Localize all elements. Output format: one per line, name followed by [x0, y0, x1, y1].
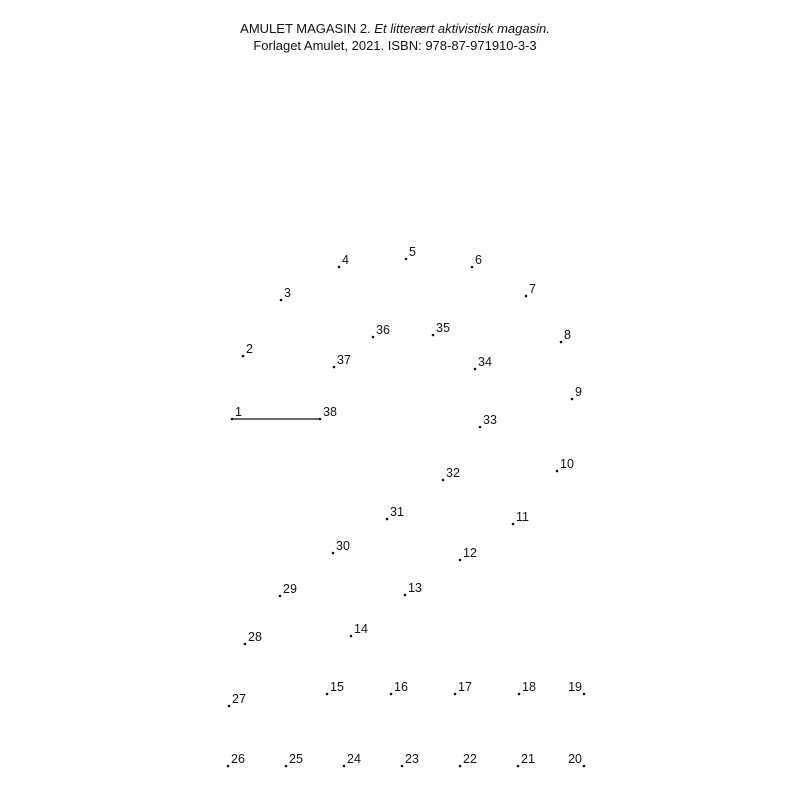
dot-36: [372, 336, 375, 339]
dot-label-21: 21: [521, 752, 535, 766]
dot-label-35: 35: [436, 321, 450, 335]
dot-4: [338, 266, 341, 269]
dot-label-38: 38: [323, 405, 337, 419]
dot-27: [228, 705, 231, 708]
dot-5: [405, 258, 408, 261]
dot-24: [343, 765, 346, 768]
dot-label-34: 34: [478, 355, 492, 369]
dot-28: [244, 643, 247, 646]
dot-23: [401, 765, 404, 768]
dot-label-3: 3: [284, 286, 291, 300]
dot-label-27: 27: [232, 692, 246, 706]
dot-6: [471, 266, 474, 269]
publisher-line: Forlaget Amulet, 2021. ISBN: 978-87-971910-3-3: [253, 38, 537, 53]
dot-label-6: 6: [475, 253, 482, 267]
dot-label-8: 8: [564, 328, 571, 342]
dot-label-7: 7: [529, 282, 536, 296]
dot-1: [231, 418, 234, 421]
dot-32: [442, 479, 445, 482]
dot-label-33: 33: [483, 413, 497, 427]
dot-16: [390, 693, 393, 696]
dot-label-10: 10: [560, 457, 574, 471]
dot-label-5: 5: [409, 245, 416, 259]
dot-10: [556, 470, 559, 473]
dot-3: [280, 299, 283, 302]
dot-label-16: 16: [394, 680, 408, 694]
dot-25: [285, 765, 288, 768]
dot-label-14: 14: [354, 622, 368, 636]
dot-13: [404, 594, 407, 597]
dot-2: [242, 355, 245, 358]
dot-label-13: 13: [408, 581, 422, 595]
dot-17: [454, 693, 457, 696]
dot-26: [227, 765, 230, 768]
dot-14: [350, 635, 353, 638]
dot-30: [332, 552, 335, 555]
dot-label-22: 22: [463, 752, 477, 766]
dot-9: [571, 398, 574, 401]
dot-label-9: 9: [575, 385, 582, 399]
dot-19: [583, 693, 586, 696]
dot-label-32: 32: [446, 466, 460, 480]
dot-35: [432, 334, 435, 337]
dot-29: [279, 595, 282, 598]
dot-label-31: 31: [390, 505, 404, 519]
dot-37: [333, 366, 336, 369]
dot-38: [319, 418, 322, 421]
dot-22: [459, 765, 462, 768]
dot-label-12: 12: [463, 546, 477, 560]
dot-label-26: 26: [231, 752, 245, 766]
dot-label-23: 23: [405, 752, 419, 766]
dot-15: [326, 693, 329, 696]
dot-label-28: 28: [248, 630, 262, 644]
dot-label-37: 37: [337, 353, 351, 367]
dot-21: [517, 765, 520, 768]
dot-label-17: 17: [458, 680, 472, 694]
dot-label-11: 11: [516, 510, 529, 524]
dot-12: [459, 559, 462, 562]
dot-label-4: 4: [342, 253, 349, 267]
dot-18: [518, 693, 521, 696]
dot-label-2: 2: [246, 342, 253, 356]
dot-label-20: 20: [568, 752, 582, 766]
dot-33: [479, 426, 482, 429]
dot-label-1: 1: [235, 405, 242, 419]
dot-11: [512, 523, 515, 526]
dot-group: [227, 245, 586, 767]
dot-label-18: 18: [522, 680, 536, 694]
dot-8: [560, 341, 563, 344]
magazine-subtitle: Et litterært aktivistisk magasin.: [374, 21, 550, 36]
dot-label-25: 25: [289, 752, 303, 766]
dot-20: [583, 765, 586, 768]
dot-label-30: 30: [336, 539, 350, 553]
dot-label-19: 19: [568, 680, 582, 694]
dot-label-36: 36: [376, 323, 390, 337]
dot-label-29: 29: [283, 582, 297, 596]
dot-label-24: 24: [347, 752, 361, 766]
dot-label-15: 15: [330, 680, 344, 694]
dot-7: [525, 295, 528, 298]
dot-31: [386, 518, 389, 521]
magazine-title: AMULET MAGASIN 2.: [240, 21, 371, 36]
dot-34: [474, 368, 477, 371]
